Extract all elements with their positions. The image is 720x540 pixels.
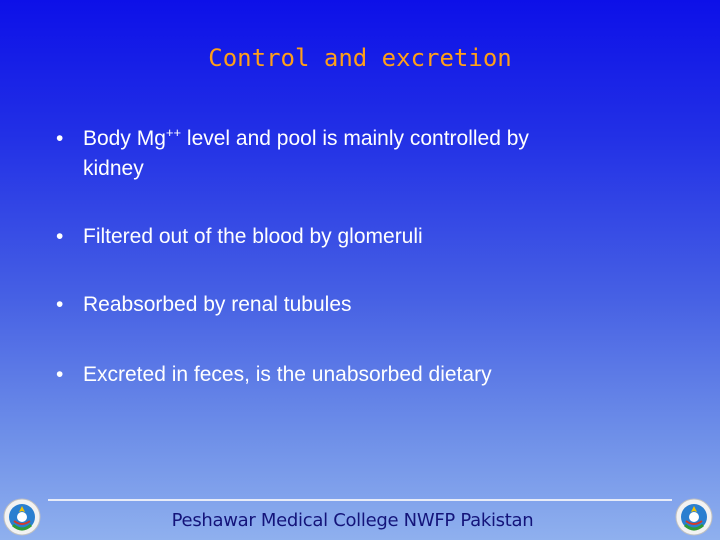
bullet-item — [56, 290, 713, 320]
bullet-text: Body Mg++ level and pool is mainly controlled by — [83, 125, 529, 150]
bullet-item — [56, 124, 713, 184]
college-emblem-icon — [674, 497, 714, 537]
bullet-item — [56, 222, 713, 252]
bullet-marker: • — [56, 293, 64, 316]
bullet-text: Reabsorbed by renal tubules — [83, 293, 352, 316]
bullet-item — [56, 360, 713, 390]
bullet-marker: • — [56, 225, 64, 248]
footer-text: Peshawar Medical College NWFP Pakistan — [171, 510, 534, 531]
slide-title: Control and excretion — [208, 44, 512, 72]
bullet-text: Filtered out of the blood by glomeruli — [83, 225, 423, 248]
bullet-text: Excreted in feces, is the unabsorbed dietary — [83, 363, 492, 386]
footer-divider — [48, 499, 672, 501]
bullet-marker: • — [56, 127, 64, 150]
superscript: ++ — [165, 125, 182, 140]
bullet-text-line2: kidney — [83, 157, 144, 180]
bullet-marker: • — [56, 363, 64, 386]
